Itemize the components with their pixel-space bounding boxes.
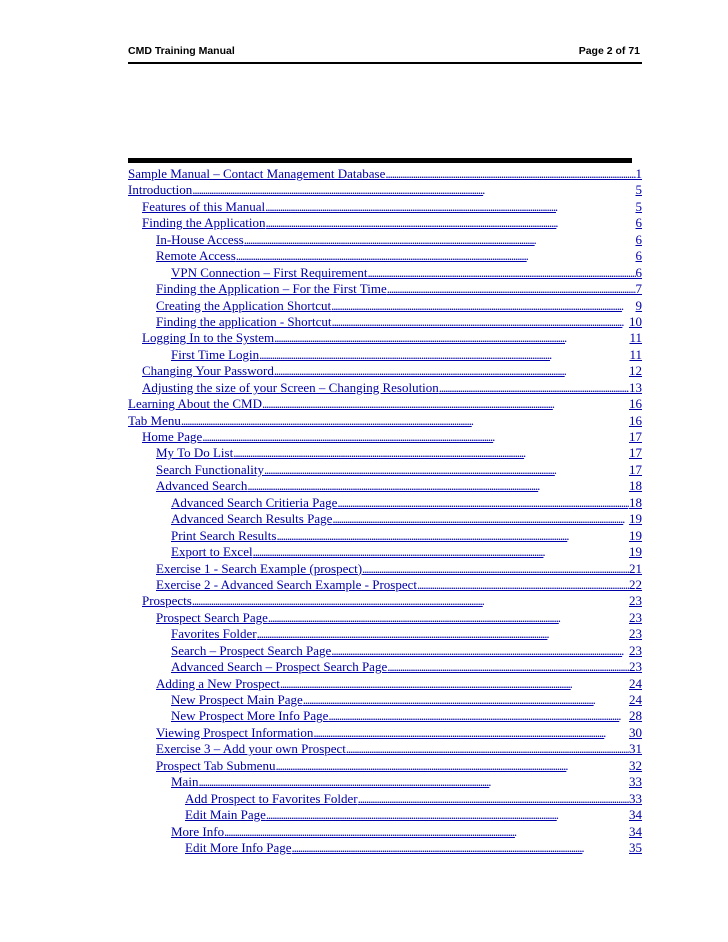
toc-entry[interactable] bbox=[128, 659, 642, 675]
toc-entry-page: 17 bbox=[629, 429, 642, 444]
toc-leader-dots bbox=[247, 478, 629, 494]
toc-entry[interactable] bbox=[128, 396, 642, 412]
toc-entry-page: 7 bbox=[635, 281, 642, 297]
toc-entry[interactable] bbox=[128, 708, 642, 724]
toc-entry[interactable] bbox=[128, 528, 642, 544]
toc-entry-page: 6 bbox=[635, 215, 642, 231]
toc-entry-label: Prospect Tab Submenu bbox=[156, 757, 276, 773]
toc-entry[interactable] bbox=[128, 824, 642, 840]
toc-entry-label: Print Search Results bbox=[171, 527, 277, 543]
toc-leader-dots bbox=[292, 840, 629, 856]
toc-entry-page: 33 bbox=[629, 774, 642, 790]
toc-entry-page: 16 bbox=[629, 412, 642, 428]
toc-leader-dots bbox=[358, 791, 629, 807]
toc-entry-label: Prospects bbox=[142, 593, 192, 609]
toc-leader-dots bbox=[331, 314, 629, 330]
toc-entry-label: Exercise 2 - Advanced Search Example - Prospect bbox=[156, 576, 417, 592]
toc-entry[interactable] bbox=[128, 298, 642, 314]
toc-entry-page: 6 bbox=[635, 264, 642, 280]
toc-entry-page: 19 bbox=[629, 544, 642, 560]
document-title: CMD Training Manual bbox=[128, 45, 235, 57]
toc-leader-dots bbox=[275, 758, 629, 774]
toc-entry[interactable] bbox=[128, 232, 642, 248]
toc-entry-label: Finding the Application bbox=[142, 215, 266, 231]
toc-leader-dots bbox=[331, 643, 629, 659]
toc-entry[interactable] bbox=[128, 462, 642, 478]
toc-leader-dots bbox=[265, 199, 635, 215]
toc-entry-page: 34 bbox=[629, 807, 642, 823]
toc-entry[interactable] bbox=[128, 544, 642, 560]
toc-entry-label: VPN Connection – First Requirement bbox=[171, 264, 368, 280]
toc-entry-label: Exercise 3 – Add your own Prospect bbox=[156, 741, 346, 757]
toc-entry[interactable] bbox=[128, 429, 642, 445]
toc-entry-label: In-House Access bbox=[156, 231, 244, 247]
toc-entry-page: 19 bbox=[629, 511, 642, 527]
toc-entry-label: Finding the Application – For the First Time bbox=[156, 281, 387, 297]
toc-leader-dots bbox=[262, 396, 629, 412]
toc-entry[interactable] bbox=[128, 314, 642, 330]
toc-entry[interactable] bbox=[128, 380, 642, 396]
toc-entry[interactable] bbox=[128, 413, 642, 429]
toc-entry[interactable] bbox=[128, 495, 642, 511]
toc-entry[interactable] bbox=[128, 363, 642, 379]
toc-leader-dots bbox=[274, 330, 629, 346]
toc-entry-page: 6 bbox=[635, 248, 642, 264]
toc-leader-dots bbox=[253, 544, 629, 560]
toc-entry-page: 24 bbox=[629, 692, 642, 707]
toc-entry-label: Adjusting the size of your Screen – Changing Resolution bbox=[142, 379, 439, 395]
toc-entry[interactable] bbox=[128, 626, 642, 642]
toc-entry-label: Edit More Info Page bbox=[185, 839, 292, 855]
toc-leader-dots bbox=[303, 692, 629, 708]
toc-leader-dots bbox=[332, 511, 629, 527]
toc-leader-dots bbox=[236, 248, 636, 264]
toc-leader-dots bbox=[192, 182, 635, 198]
toc-entry[interactable] bbox=[128, 610, 642, 626]
toc-entry[interactable] bbox=[128, 445, 642, 461]
toc-leader-dots bbox=[328, 708, 629, 724]
toc-entry[interactable] bbox=[128, 561, 642, 577]
toc-entry[interactable] bbox=[128, 643, 642, 659]
toc-entry-label: Logging In to the System bbox=[142, 330, 275, 346]
toc-entry-label: Features of this Manual bbox=[142, 198, 266, 214]
toc-entry-label: Advanced Search bbox=[156, 478, 248, 494]
page-number: Page 2 of 71 bbox=[578, 45, 640, 57]
toc-entry-page: 23 bbox=[629, 626, 642, 642]
toc-entry-page: 13 bbox=[629, 379, 642, 395]
toc-leader-dots bbox=[417, 577, 629, 593]
toc-leader-dots bbox=[266, 807, 629, 823]
toc-leader-dots bbox=[385, 166, 635, 182]
toc-entry-label: New Prospect More Info Page bbox=[171, 708, 329, 724]
toc-entry-label: Tab Menu bbox=[128, 412, 181, 428]
toc-entry-page: 24 bbox=[629, 675, 642, 691]
toc-entry-label: Sample Manual – Contact Management Database bbox=[128, 166, 386, 181]
toc-entry-label: Main bbox=[171, 774, 199, 790]
toc-entry[interactable] bbox=[128, 199, 642, 215]
toc-entry-page: 17 bbox=[629, 445, 642, 461]
toc-entry-label: Creating the Application Shortcut bbox=[156, 297, 332, 313]
toc-entry-page: 23 bbox=[629, 609, 642, 625]
toc-entry-page: 23 bbox=[629, 593, 642, 609]
toc-leader-dots bbox=[367, 265, 635, 281]
toc-leader-dots bbox=[276, 528, 629, 544]
toc-entry-page: 9 bbox=[635, 297, 642, 313]
toc-entry[interactable] bbox=[128, 265, 642, 281]
toc-entry-page: 19 bbox=[629, 527, 642, 543]
toc-entry-label: Advanced Search Results Page bbox=[171, 511, 333, 527]
toc-entry[interactable] bbox=[128, 182, 642, 198]
toc-entry[interactable] bbox=[128, 166, 642, 182]
toc-leader-dots bbox=[387, 281, 636, 297]
header-divider bbox=[128, 62, 642, 64]
toc-entry-label: Viewing Prospect Information bbox=[156, 724, 314, 740]
toc-entry-label: Export to Excel bbox=[171, 544, 253, 560]
toc-leader-dots bbox=[233, 445, 629, 461]
toc-entry-page: 5 bbox=[635, 198, 642, 214]
toc-entry[interactable] bbox=[128, 774, 642, 790]
toc-entry-label: Search Functionality bbox=[156, 461, 264, 477]
toc-entry-page: 11 bbox=[629, 330, 642, 346]
toc-entry-label: Changing Your Password bbox=[142, 363, 274, 379]
toc-entry[interactable] bbox=[128, 676, 642, 692]
toc-entry-page: 22 bbox=[629, 576, 642, 592]
toc-entry[interactable] bbox=[128, 791, 642, 807]
toc-entry-page: 21 bbox=[629, 560, 642, 576]
toc-entry-label: Prospect Search Page bbox=[156, 609, 268, 625]
toc-divider bbox=[128, 158, 632, 163]
toc-leader-dots bbox=[346, 741, 629, 757]
toc-entry-label: Finding the application - Shortcut bbox=[156, 313, 332, 329]
toc-entry-page: 18 bbox=[629, 494, 642, 510]
toc-leader-dots bbox=[192, 593, 629, 609]
toc-leader-dots bbox=[280, 676, 629, 692]
toc-entry[interactable] bbox=[128, 330, 642, 346]
toc-leader-dots bbox=[313, 725, 629, 741]
toc-entry[interactable] bbox=[128, 593, 642, 609]
toc-leader-dots bbox=[264, 462, 629, 478]
toc-entry-page: 23 bbox=[629, 642, 642, 658]
toc-leader-dots bbox=[331, 298, 635, 314]
toc-entry-page: 35 bbox=[629, 839, 642, 855]
toc-entry-label: Introduction bbox=[128, 182, 193, 198]
toc-entry[interactable] bbox=[128, 478, 642, 494]
toc-entry-page: 5 bbox=[635, 182, 642, 198]
toc-entry-page: 6 bbox=[635, 231, 642, 247]
toc-entry[interactable] bbox=[128, 511, 642, 527]
toc-leader-dots bbox=[439, 380, 629, 396]
toc-entry-label: My To Do List bbox=[156, 445, 234, 461]
toc-leader-dots bbox=[181, 413, 629, 429]
toc-entry-label: Advanced Search Critieria Page bbox=[171, 494, 338, 510]
toc-entry-label: Advanced Search – Prospect Search Page bbox=[171, 659, 388, 675]
toc-entry-page: 31 bbox=[629, 741, 642, 757]
toc-entry-label: Remote Access bbox=[156, 248, 236, 264]
toc-leader-dots bbox=[259, 347, 629, 363]
toc-entry-label: Favorites Folder bbox=[171, 626, 257, 642]
toc-entry[interactable] bbox=[128, 807, 642, 823]
toc-entry-label: Exercise 1 - Search Example (prospect) bbox=[156, 560, 363, 576]
toc-entry-page: 30 bbox=[629, 724, 642, 740]
toc-entry[interactable] bbox=[128, 840, 642, 856]
toc-entry[interactable] bbox=[128, 577, 642, 593]
toc-leader-dots bbox=[337, 495, 629, 511]
toc-entry-label: More Info bbox=[171, 823, 225, 839]
toc-entry-label: Home Page bbox=[142, 429, 203, 444]
toc-entry-label: Add Prospect to Favorites Folder bbox=[185, 790, 358, 806]
toc-leader-dots bbox=[362, 561, 629, 577]
toc-entry-page: 12 bbox=[629, 363, 642, 379]
toc-leader-dots bbox=[224, 824, 629, 840]
toc-entry[interactable] bbox=[128, 248, 642, 264]
toc-entry-label: Edit Main Page bbox=[185, 807, 266, 823]
toc-leader-dots bbox=[387, 659, 629, 675]
toc-entry[interactable] bbox=[128, 281, 642, 297]
toc-leader-dots bbox=[266, 215, 636, 231]
toc-entry[interactable] bbox=[128, 347, 642, 363]
toc-entry[interactable] bbox=[128, 758, 642, 774]
toc-entry-page: 10 bbox=[629, 313, 642, 329]
toc-entry-page: 1 bbox=[635, 166, 642, 181]
toc-leader-dots bbox=[244, 232, 636, 248]
toc-leader-dots bbox=[274, 363, 629, 379]
toc-entry-page: 18 bbox=[629, 478, 642, 494]
toc-leader-dots bbox=[202, 429, 629, 445]
toc-entry-page: 17 bbox=[629, 461, 642, 477]
toc-entry-page: 11 bbox=[629, 346, 642, 362]
toc-entry-page: 28 bbox=[629, 708, 642, 724]
toc-entry-label: New Prospect Main Page bbox=[171, 692, 303, 707]
toc-entry-page: 16 bbox=[629, 396, 642, 412]
table-of-contents bbox=[128, 166, 642, 856]
toc-entry-label: Search – Prospect Search Page bbox=[171, 642, 332, 658]
toc-leader-dots bbox=[198, 774, 629, 790]
toc-entry-page: 34 bbox=[629, 823, 642, 839]
toc-entry[interactable] bbox=[128, 215, 642, 231]
toc-entry[interactable] bbox=[128, 725, 642, 741]
toc-entry[interactable] bbox=[128, 741, 642, 757]
toc-entry-page: 23 bbox=[629, 659, 642, 675]
page-header bbox=[128, 42, 642, 60]
toc-leader-dots bbox=[257, 626, 629, 642]
toc-leader-dots bbox=[268, 610, 629, 626]
toc-entry-page: 33 bbox=[629, 790, 642, 806]
toc-entry-page: 32 bbox=[629, 757, 642, 773]
toc-entry[interactable] bbox=[128, 692, 642, 708]
toc-entry-label: First Time Login bbox=[171, 346, 260, 362]
toc-entry-label: Learning About the CMD bbox=[128, 396, 262, 412]
toc-entry-label: Adding a New Prospect bbox=[156, 675, 280, 691]
